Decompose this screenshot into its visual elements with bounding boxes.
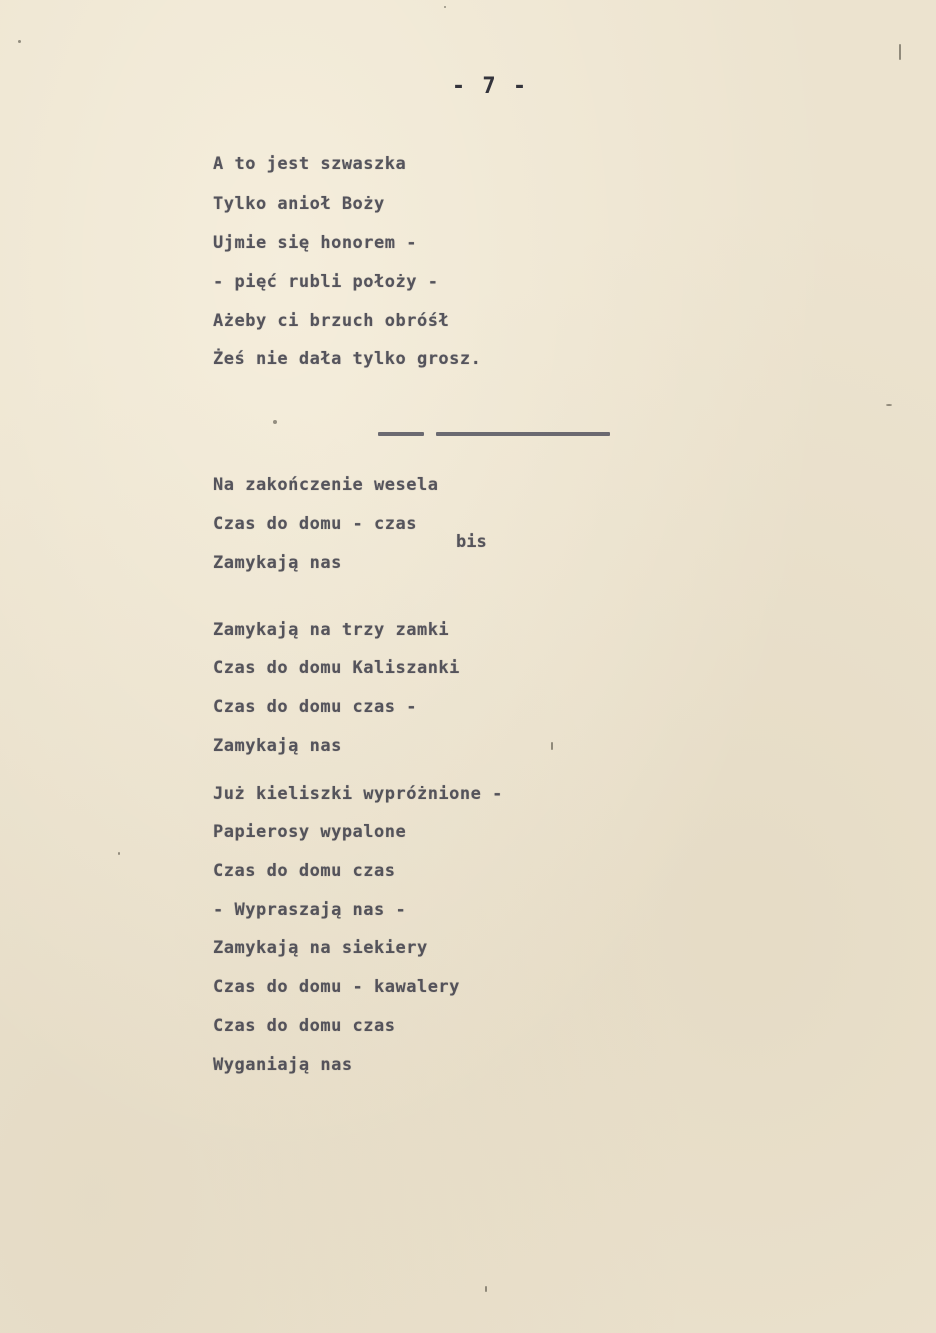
paper-speck <box>551 742 553 750</box>
paper-speck <box>886 404 892 406</box>
verse-line: Czas do domu czas <box>213 861 396 881</box>
verse-line: Tylko anioł Boży <box>213 194 385 214</box>
bis-marker: bis <box>456 532 487 552</box>
page-number: - 7 - <box>451 74 529 99</box>
verse-line: Czas do domu Kaliszanki <box>213 658 460 678</box>
paper-speck <box>899 44 901 60</box>
paper-speck <box>18 40 21 43</box>
verse-line: Żeś nie dała tylko grosz. <box>213 349 482 369</box>
verse-line: Wyganiają nas <box>213 1055 353 1075</box>
verse-line: Ujmie się honorem - <box>213 233 417 253</box>
verse-line: - Wypraszają nas - <box>213 900 407 920</box>
verse-line: Już kieliszki wypróżnione - <box>213 784 503 804</box>
verse-line: A to jest szwaszka <box>213 154 407 174</box>
paper-speck <box>273 420 277 424</box>
verse-line: Zamykają na siekiery <box>213 938 428 958</box>
verse-line: Zamykają nas <box>213 736 342 756</box>
paper-speck <box>485 1286 487 1292</box>
verse-line: Czas do domu czas <box>213 1016 396 1036</box>
verse-line: Papierosy wypalone <box>213 822 407 842</box>
verse-line: - pięć rubli położy - <box>213 272 439 292</box>
verse-line: Czas do domu czas - <box>213 697 417 717</box>
verse-line: Zamykają na trzy zamki <box>213 620 450 640</box>
verse-line: Ażeby ci brzuch obróśł <box>213 311 450 331</box>
verse-line: Czas do domu - kawalery <box>213 977 460 997</box>
verse-line: Na zakończenie wesela <box>213 475 439 495</box>
verse-line: Zamykają nas <box>213 553 342 573</box>
verse-line: Czas do domu - czas <box>213 514 417 534</box>
paper-speck <box>118 852 120 855</box>
paper-speck <box>444 6 446 8</box>
